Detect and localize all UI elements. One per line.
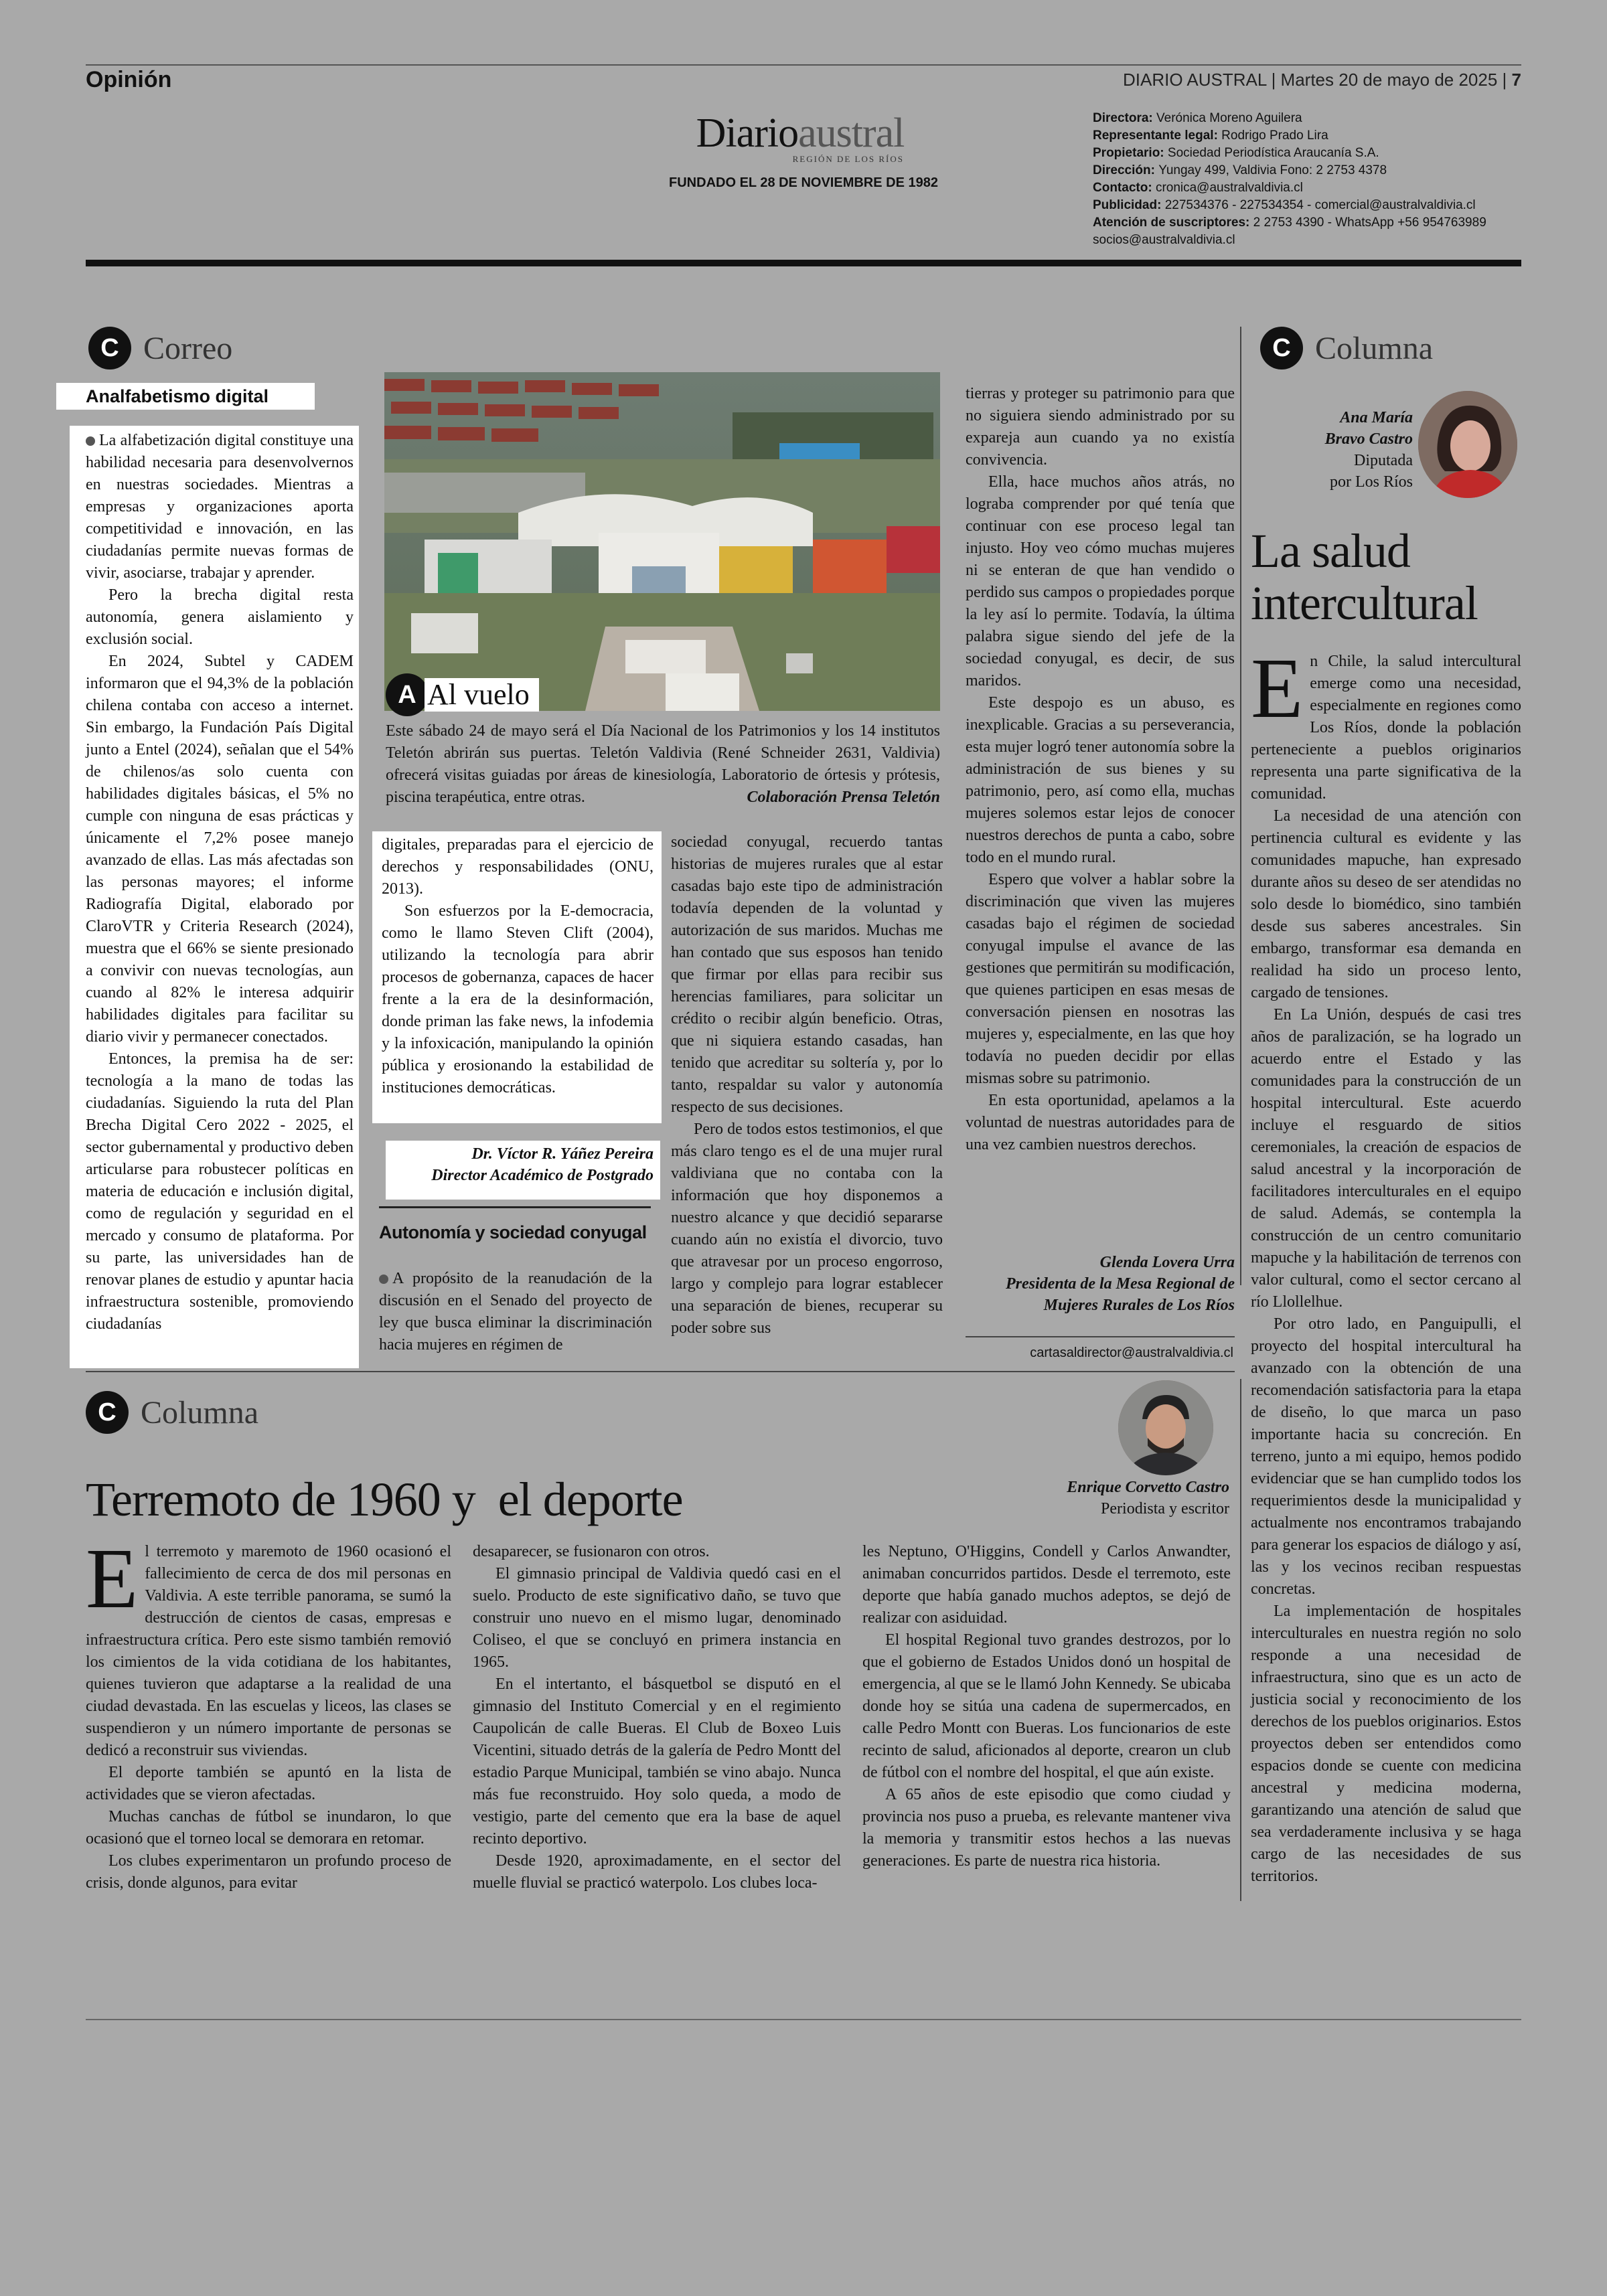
paragraph: El hospital Regional tuvo grandes destrozos, por lo que el gobierno de Estados Unidos donó un hospital de emergencia, al que se le llamó John Kennedy. Se ubicaba donde hoy se sitúa una cadena de supermercados, en calle Pedro Montt con Bueras. Los funcionarios de este recinto de salud, aficionados al deporte, crearon un club de fútbol con el nombre del hospital, el que aún existe. bbox=[862, 1631, 1231, 1781]
columna2-author bbox=[1045, 1477, 1229, 1520]
columna2-author-role: Periodista y escritor bbox=[1101, 1500, 1229, 1518]
paragraph: Entonces, la premisa ha de ser: tecnología a la mano de todas las ciudadanías. Siguiendo la ruta del Plan Brecha Digital Cero 2022 - 2025, el sector gubernamental y productivo deben articularse para robustecer políticas en materia de educación e inclusión digital, como de regulación y seguridad en el mercado y consumo de plataforma. Por su parte, las universidades han de renovar planes de estudio y apuntar hacia infraestructura sostenible, promoviendo ciudadanías bbox=[86, 1050, 354, 1333]
paragraph: Pero de todos estos testimonios, el que más claro tengo es el de una mujer rural valdiviana que no contaba con la información que hoy disponemos a nuestro alcance y que decidió separarse cuando aún no existía el divorcio, tuvo que atravesar por un proceso engorroso, largo y complejo para lograr establecer una separación de bienes, recuperar su poder sobre sus bbox=[671, 1121, 943, 1337]
logo-austral: austral bbox=[798, 110, 905, 156]
columna2-author-name: Enrique Corvetto Castro bbox=[1067, 1479, 1229, 1496]
masthead-value: Yungay 499, Valdivia Fono: 2 2753 4378 bbox=[1158, 163, 1387, 177]
masthead-line bbox=[1093, 197, 1521, 214]
drop-cap: E bbox=[1251, 641, 1304, 736]
masthead-label: Dirección: bbox=[1093, 163, 1159, 177]
letter1-title: Analfabetismo digital bbox=[56, 383, 315, 410]
paragraph: tierras y proteger su patrimonio para que no siguiera siendo administrado por su expareja aun cuando ya no existía convivencia. bbox=[966, 385, 1235, 469]
columna1-body bbox=[1251, 641, 1521, 1888]
bottom-rule bbox=[86, 2019, 1521, 2020]
masthead-label: Atención de suscriptores: bbox=[1093, 216, 1253, 230]
paragraph: La alfabetización digital constituye una habilidad necesaria para desenvolvernos en nuestras sociedades. Mientras a empresas y organizaciones aporta competitividad e innovación, en las ciudadanías permite nuevas formas de vivir, asociarse, trabajar y aprender. bbox=[86, 432, 354, 582]
bullet-icon bbox=[379, 1275, 388, 1284]
letter2-col4 bbox=[966, 383, 1235, 1156]
lower-section-rule bbox=[86, 1371, 1235, 1372]
issue-date: Martes 20 de mayo de 2025 bbox=[1280, 70, 1498, 90]
columna2-col3 bbox=[862, 1541, 1231, 1872]
al-vuelo-badge: A bbox=[386, 673, 429, 716]
masthead-value: socios@australvaldivia.cl bbox=[1093, 233, 1235, 247]
paragraph: En 2024, Subtel y CADEM informaron que el 94,3% de la población chilena contaba con acceso a internet. Sin embargo, la Fundación País Digital junto a Entel (2024), señalan que el 54% de chilenos/as solo cuenta con habilidades digitales básicas, el 5% no cumple con ninguna de esas prácticas y únicamente el 7,2% posee manejo avanzado de ellas. Las más afectadas son las personas mayores; el informe Radiografía Digital, elaborado por ClaroVTR y Criteria Research (2024), muestra que el 66% se siente presionado a convivir con nuevas tecnologías, aun cuando al 82% le interesa adquirir habilidades digitales para facilitar su diario vivir y permanecer conectados. bbox=[86, 653, 354, 1046]
columna2-label: Columna bbox=[141, 1394, 258, 1430]
paragraph: En el intertanto, el básquetbol se disputó en el gimnasio del Instituto Comercial y en el regimiento Caupolicán de calle Bueras. El Club de Boxeo Luis Vicentini, situado detrás de la galería de Pedro Montt del estadio Parque Municipal, también se vino abajo. Nunca más fue reconstruido. Hoy solo queda, a modo de vestigio, parte del cemento que era la base de aquel recinto deportivo. bbox=[473, 1675, 841, 1848]
paragraph: A propósito de la reanudación de la discusión en el Senado del proyecto de ley que busca eliminar la discriminación hacia mujeres en régimen de bbox=[379, 1270, 652, 1354]
paragraph: En esta oportunidad, apelamos a la voluntad de nuestras autoridades para de una vez cambien nuestros derechos. bbox=[966, 1092, 1235, 1153]
columna2-col1 bbox=[86, 1531, 451, 1894]
columna2-badge: C bbox=[86, 1391, 129, 1434]
masthead-line bbox=[1093, 110, 1521, 127]
bullet-icon bbox=[86, 436, 95, 446]
teleton-aerial-image bbox=[384, 372, 940, 711]
letter2-signature bbox=[966, 1252, 1235, 1316]
masthead-value: Rodrigo Prado Lira bbox=[1221, 129, 1328, 143]
column-divider-right-lower bbox=[1240, 1379, 1241, 1901]
letter2-sig-name: Glenda Lovera Urra bbox=[1099, 1254, 1235, 1271]
paragraph: El terremoto y maremoto de 1960 ocasionó el fallecimiento de cerca de dos mil personas en Valdivia. A este terrible panorama, se sumó la destrucción de cientos de casas, empresas e infraestructura crítica. Pero este sismo también removió los cimientos de la vida cotidiana de los habitantes, quienes tuvieron que adaptarse a la realidad de una ciudad devastada. En las escuelas y liceos, las clases se suspendieron y un número importante de personas se dedicó a reconstruir sus viviendas. bbox=[86, 1531, 451, 1759]
logo bbox=[690, 112, 911, 165]
columna1-author-name1: Ana María bbox=[1340, 409, 1413, 426]
paragraph: desaparecer, se fusionaron con otros. bbox=[473, 1543, 710, 1560]
photo-credit: Colaboración Prensa Teletón bbox=[747, 789, 940, 806]
masthead-line bbox=[1093, 232, 1521, 249]
paragraph: Ella, hace muchos años atrás, no lograba comprender por qué tenía que continuar con ese proceso legal tan injusto. Hoy veo cómo muchas mujeres ni se enteran de que han vendido o perdido sus campos o propiedades porque la ley así lo permite. Todavía, la última palabra sigue siendo del jefe de la sociedad conyugal, es decir, de sus maridos. bbox=[966, 473, 1235, 689]
columna1-author-role1: Diputada bbox=[1354, 452, 1413, 469]
letter-divider bbox=[379, 1206, 651, 1208]
columna2-title: Terremoto de 1960 y el deporte bbox=[86, 1473, 683, 1526]
letter2-col3 bbox=[671, 831, 943, 1339]
correo-section bbox=[88, 327, 232, 370]
page-folio: DIARIO AUSTRAL | Martes 20 de mayo de 2025 | 7 bbox=[1123, 70, 1521, 90]
email-rule bbox=[966, 1336, 1235, 1337]
correo-badge: C bbox=[88, 327, 131, 370]
paragraph: El gimnasio principal de Valdivia quedó casi en el suelo. Producto de este significativo daño, se tuvo que construir uno nuevo en el mismo lugar, denominado Coliseo, el que se concluyó en primera instancia en 1965. bbox=[473, 1565, 841, 1671]
masthead-line bbox=[1093, 127, 1521, 145]
ana-maria-avatar bbox=[1418, 391, 1517, 498]
page-number: 7 bbox=[1511, 70, 1521, 90]
paragraph: En Chile, la salud intercultural emerge como una necesidad, especialmente en regiones como Los Ríos, donde la población perteneciente a pueblos originarios representa una parte significativa de la comunidad. bbox=[1251, 641, 1521, 803]
paragraph: La implementación de hospitales interculturales en nuestra región no solo responde a una necesidad de infraestructura, sino que es un acto de justicia social y reconocimiento de los derechos de los pueblos originarios. Estos proyectos deben ser entendidos como espacios donde se cuente con medicina ancestral y medicina moderna, garantizando una atención de salud que sea verdaderamente inclusiva y se haga cargo de las necesidades de sus territorios. bbox=[1251, 1603, 1521, 1885]
masthead-label: Contacto: bbox=[1093, 181, 1156, 195]
columna1-title bbox=[1251, 525, 1478, 629]
letter2-sig-role1: Presidenta de la Mesa Regional de bbox=[1006, 1275, 1235, 1293]
photo-caption-text: Este sábado 24 de mayo será el Día Nacional de los Patrimonios y los 14 institutos Teletón abrirán sus puertas. Teletón Valdivia (René Schneider 2631, Valdivia) ofrecerá visitas guiadas por áreas de kinesiología, Laboratorio de órtesis y prótesis, piscina terapéutica, entre otras. bbox=[386, 722, 940, 806]
paragraph: Muchas canchas de fútbol se inundaron, lo que ocasionó que el torneo local se demorara en retomar. bbox=[86, 1808, 451, 1848]
paragraph: les Neptuno, O'Higgins, Condell y Carlos Anwandter, animaban concurridos partidos. Desde el terremoto, este deporte que había ganado muchos adeptos, se dejó de realizar con asiduidad. bbox=[862, 1543, 1231, 1627]
masthead-value: cronica@australvaldivia.cl bbox=[1155, 181, 1303, 195]
masthead-value: 2 2753 4390 - WhatsApp +56 954763989 bbox=[1253, 216, 1486, 230]
correo-label: Correo bbox=[143, 330, 233, 366]
columna1-author-name2: Bravo Castro bbox=[1324, 430, 1413, 448]
columna2-col2 bbox=[473, 1541, 841, 1894]
teleton-photo bbox=[384, 372, 940, 711]
paragraph: En La Unión, después de casi tres años de paralización, se ha logrado un acuerdo entre el Estado y las comunidades para la construcción de un hospital intercultural. Este acuerdo incluye el resguardo de sitios ceremoniales, la creación de espacios de salud ancestral y la incorporación de facilitadores interculturales en el equipo de salud. Además, se contempla la construcción de un centro comunitario mapuche y la habilitación de terrenos con valor cultural, como el sector cercano al río Llollelhue. bbox=[1251, 1006, 1521, 1311]
logo-subtitle: REGIÓN DE LOS RÍOS bbox=[792, 154, 904, 164]
masthead-label: Representante legal: bbox=[1093, 129, 1222, 143]
letter1-col2 bbox=[372, 831, 662, 1123]
masthead-value: Sociedad Periodística Araucanía S.A. bbox=[1167, 146, 1379, 160]
masthead-line bbox=[1093, 145, 1521, 162]
column-divider-right bbox=[1240, 327, 1241, 1285]
paragraph: Son esfuerzos por la E-democracia, como le llamo Steven Clift (2004), utilizando la tecnología para abrir procesos de gobernanza, capaces de hacer frente a la era de la desinformación, donde priman las fake news, la infodemia y la infoxicación, manipulando la opinión pública y erosionando la estabilidad de instituciones democráticas. bbox=[382, 902, 654, 1096]
columna1-label: Columna bbox=[1315, 330, 1433, 366]
paragraph: Espero que volver a hablar sobre la discriminación que viven las mujeres casadas bajo el régimen de sociedad conyugal impulse el avance de las gestiones que permitirán su modificación, que quienes participen en esas mesas de conversación piensen en nosotras las mujeres y, especialmente, en las que hoy todavía no pueden decidir por ellas mismas sobre su patrimonio. bbox=[966, 871, 1235, 1087]
letter1-col1 bbox=[70, 426, 359, 1368]
columna2-section bbox=[86, 1391, 258, 1434]
masthead-value: Verónica Moreno Aguilera bbox=[1156, 111, 1302, 125]
paragraph: Los clubes experimentaron un profundo proceso de crisis, donde algunos, para evitar bbox=[86, 1852, 451, 1892]
founded-line: FUNDADO EL 28 DE NOVIEMBRE DE 1982 bbox=[669, 175, 938, 190]
columna1-badge: C bbox=[1260, 327, 1303, 370]
letter2-col2 bbox=[379, 1268, 652, 1356]
al-vuelo-label: Al vuelo bbox=[425, 678, 539, 712]
paragraph: Por otro lado, en Panguipulli, el proyecto del hospital intercultural ha avanzado con la obtención de una recomendación satisfactoria para la etapa de diseño, lo que marca un paso importante hacia su concreción. En terreno, junto a mi equipo, hemos podido evidenciar que se han cumplido todos los requerimientos desde la municipalidad y actualmente nos encontramos trabajando para generar los espacios de diálogo y así, las y los vecinos reciban respuestas concretas. bbox=[1251, 1315, 1521, 1598]
enrique-avatar bbox=[1118, 1380, 1213, 1475]
masthead-line bbox=[1093, 162, 1521, 179]
columna1-title-line1: La salud bbox=[1251, 524, 1410, 578]
masthead-value: 227534376 - 227534354 - comercial@australvaldivia.cl bbox=[1164, 198, 1476, 212]
paragraph: sociedad conyugal, recuerdo tantas historias de mujeres rurales que al estar casadas bajo este tipo de administración todavía dependen de la voluntad y autorización de sus maridos. Muchas me han contado que sus esposos han tenido que firmar por ellas para recibir sus herencias familiares, para solicitar un crédito o recibir algún beneficio. Otras, que ni siquiera estando casadas, han tenido que acreditar su soltería y, por lo tanto, respaldar su valor y autonomía respecto de sus decisiones. bbox=[671, 833, 943, 1116]
masthead-label: Propietario: bbox=[1093, 146, 1168, 160]
masthead-label: Publicidad: bbox=[1093, 198, 1165, 212]
drop-cap: E bbox=[86, 1531, 139, 1626]
columna1-section bbox=[1260, 327, 1433, 370]
section-title: Opinión bbox=[86, 67, 172, 92]
top-rule bbox=[86, 64, 1521, 66]
header-thick-rule bbox=[86, 260, 1521, 266]
paragraph: El deporte también se apuntó en la lista de actividades que se vieron afectadas. bbox=[86, 1764, 451, 1803]
columna1-author-role2: por Los Ríos bbox=[1329, 473, 1413, 491]
paragraph: Desde 1920, aproximadamente, en el sector del muelle fluvial se practicó waterpolo. Los clubes loca- bbox=[473, 1852, 841, 1892]
columna1-author bbox=[1266, 407, 1413, 493]
paragraph: digitales, preparadas para el ejercicio de derechos y responsabilidades (ONU, 2013). bbox=[382, 836, 654, 898]
masthead-line bbox=[1093, 214, 1521, 232]
letters-email[interactable]: cartasaldirector@australvaldivia.cl bbox=[1030, 1345, 1233, 1360]
paragraph: A 65 años de este episodio que como ciudad y provincia nos puso a prueba, es relevante mantener viva la memoria y transmitir estos hechos a las nuevas generaciones. Es parte de nuestra rica historia. bbox=[862, 1786, 1231, 1870]
paragraph: Pero la brecha digital resta autonomía, genera aislamiento y exclusión social. bbox=[86, 586, 354, 648]
paper-name: DIARIO AUSTRAL bbox=[1123, 70, 1267, 90]
letter1-sig-name: Dr. Víctor R. Yáñez Pereira bbox=[471, 1145, 654, 1163]
al-vuelo-tag bbox=[386, 673, 539, 716]
masthead bbox=[1093, 110, 1521, 249]
letter2-sig-role2: Mujeres Rurales de Los Ríos bbox=[1043, 1297, 1235, 1314]
letter1-sig-role: Director Académico de Postgrado bbox=[431, 1167, 654, 1184]
paragraph: Este despojo es un abuso, es inexplicable. Gracias a su perseverancia, esta mujer logró tener autonomía sobre la administración de sus bienes y su patrimonio, pero, así como ella, muchas mujeres solemos estar lejos de conocer nuestros derechos de punta a cabo, sobre todo en el mundo rural. bbox=[966, 694, 1235, 866]
masthead-line bbox=[1093, 179, 1521, 197]
columna1-title-line2: intercultural bbox=[1251, 576, 1478, 630]
letter1-signature bbox=[386, 1141, 660, 1200]
logo-diario: Diario bbox=[696, 110, 799, 156]
letter2-title: Autonomía y sociedad conyugal bbox=[379, 1222, 647, 1242]
photo-caption bbox=[386, 720, 940, 809]
masthead-label: Directora: bbox=[1093, 111, 1157, 125]
paragraph: La necesidad de una atención con pertinencia cultural es evidente y las comunidades mapuche, han expresado durante años su deseo de ser atendidas no solo desde lo biomédico, sino también desde sus saberes ancestrales. Sin embargo, transformar esa demanda en realidad ha sido un proceso lento, cargado de tensiones. bbox=[1251, 807, 1521, 1001]
